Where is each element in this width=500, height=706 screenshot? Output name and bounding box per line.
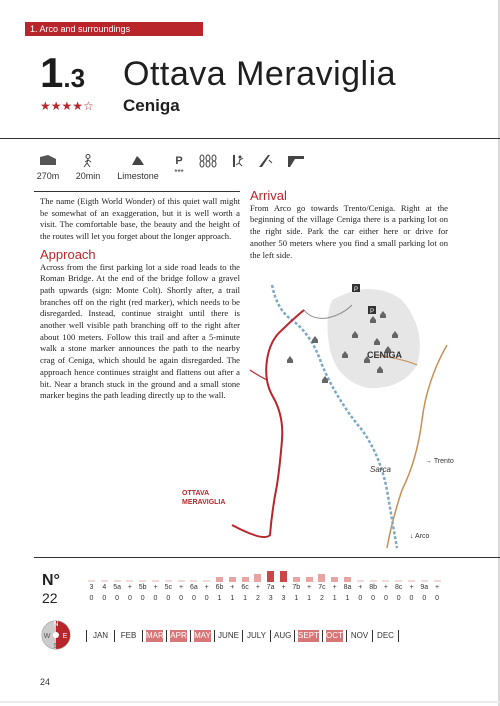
month-aug: AUG (274, 631, 292, 640)
grade-label: + (255, 584, 260, 591)
arrival-text: From Arco go towards Trento/Ceniga. Right at the beginning of the village Ceniga there is a parking lot on the right side. Park the car either here or drive for another 50 meters where you find a small parking lot on the left side. (250, 202, 448, 260)
grade-bar (229, 577, 236, 582)
quickdraw-icon (197, 154, 219, 168)
height-value: 270m (36, 171, 60, 181)
side-trail (250, 370, 267, 380)
grade-label: + (127, 584, 132, 591)
grade-bar (344, 577, 351, 582)
rock-icon (114, 154, 162, 168)
grade-bar (267, 571, 274, 582)
month-may: MAY (194, 631, 211, 640)
grade-label: 8c (394, 584, 403, 591)
grade-bar (293, 577, 300, 582)
approach-text: Across from the first parking lot a side road leads to the Roman Bridge. At the end of the bridge follow a gravel path upwards (sign: Monte Colt). Shortly after, a trail branches off on the right (red marker), which needs to be disregarded. Instead, continue straight until there is another well visible path branching off to the right after about 100 meters. Follow this trail and after a 5-minute walk a stone marker announces the path to the nearby crag of Ceniga, which should be again disregarded. The approach hence continues straight and flattens out after a bit. Near a branch stuck in the ground and a small stone marker begins the path leading directly up to the wall. (40, 261, 240, 401)
grade-count: 1 (307, 595, 312, 602)
grade-count: 0 (115, 595, 120, 602)
compass-e: E (62, 633, 68, 640)
grade-bar (254, 574, 261, 582)
grade-count: 0 (191, 595, 196, 602)
grade-count: 0 (409, 595, 414, 602)
month-feb: FEB (120, 631, 137, 640)
village-label: CENIGA (367, 350, 403, 360)
grade-bar (280, 571, 287, 582)
grade-bar (395, 580, 402, 582)
height-info (34, 154, 62, 181)
month-separator (114, 630, 115, 642)
hiker-icon (72, 154, 104, 168)
grade-count: 0 (153, 595, 158, 602)
grade-label: + (153, 584, 158, 591)
grade-bar (178, 580, 185, 582)
grade-label: 3 (89, 584, 94, 591)
page-subtitle: Ceniga (123, 96, 180, 115)
overhang-info (284, 154, 308, 168)
climber-icon (228, 154, 248, 168)
page-bottom-edge (0, 701, 500, 703)
grade-label: + (435, 584, 440, 591)
grade-bar (139, 580, 146, 582)
rope-info (228, 154, 248, 168)
grade-count: 1 (294, 595, 299, 602)
grade-label: 5a (113, 584, 121, 591)
chapter-tab[interactable]: 1. Arco and surroundings (25, 22, 203, 36)
grade-count: 0 (102, 595, 107, 602)
grade-bar (203, 580, 210, 582)
grade-bar (421, 580, 428, 582)
village-area (327, 289, 419, 388)
rock-info (114, 154, 162, 181)
month-separator (322, 630, 323, 642)
grade-label: 8a (343, 584, 352, 591)
month-separator (190, 630, 191, 642)
grade-bar (318, 574, 325, 582)
grade-bar (88, 580, 95, 582)
grade-label: 7b (292, 584, 301, 591)
approach-trail (232, 310, 304, 537)
grade-count: 1 (217, 595, 222, 602)
month-jan: JAN (92, 631, 109, 640)
grade-bar (152, 580, 159, 582)
grade-bar (357, 580, 364, 582)
grade-bar (306, 577, 313, 582)
info-row (34, 154, 344, 184)
month-mar: MAR (146, 631, 164, 640)
month-june: JUNE (218, 631, 239, 640)
grade-label: + (332, 584, 337, 591)
parking-label-1: P (353, 287, 359, 293)
slab-icon (256, 154, 276, 168)
info-divider (34, 191, 240, 192)
compass-n: N (53, 621, 59, 628)
grade-bar (126, 580, 133, 582)
month-apr: APR (170, 631, 187, 640)
grade-count: 0 (166, 595, 171, 602)
trento-label: → Trento (425, 458, 454, 465)
grade-label: 6b (215, 584, 224, 591)
grade-count: 0 (127, 595, 132, 602)
grade-bar (242, 577, 249, 582)
approach-heading: Approach (40, 246, 96, 262)
grade-label: + (358, 584, 363, 591)
parking-icon: P (175, 155, 183, 167)
route-count-label: N° (42, 572, 60, 589)
wall-height-icon (34, 154, 62, 168)
month-separator (214, 630, 215, 642)
grade-bar (165, 580, 172, 582)
left-column (40, 196, 240, 402)
route-number (40, 49, 86, 99)
grade-count: 0 (179, 595, 184, 602)
compass-s: S (53, 643, 59, 650)
grade-count: 0 (89, 595, 94, 602)
month-separator (166, 630, 167, 642)
grade-count: 2 (255, 595, 260, 602)
month-separator (142, 630, 143, 642)
grade-count: 0 (358, 595, 363, 602)
month-separator (346, 630, 347, 642)
parking-label-2: P (369, 309, 375, 315)
grade-label: 4 (102, 584, 107, 591)
grade-bar (190, 580, 197, 582)
grade-count: 1 (243, 595, 248, 602)
grade-bar (101, 580, 108, 582)
grade-bar (331, 577, 338, 582)
page-title: Ottava Meraviglia (123, 55, 397, 93)
grade-count: 0 (371, 595, 376, 602)
grade-count: 1 (345, 595, 350, 602)
parking-rating: *** (174, 168, 184, 177)
crag-label-2: MERAVIGLIA (182, 499, 226, 506)
grade-bar (382, 580, 389, 582)
route-count-value: 22 (42, 590, 58, 606)
grade-count: 0 (204, 595, 209, 602)
grade-bar (434, 580, 441, 582)
grade-count: 1 (332, 595, 337, 602)
month-dec: DEC (377, 631, 394, 640)
grade-count: 0 (396, 595, 401, 602)
crag-label-1: OTTAVA (182, 490, 210, 497)
month-separator (398, 630, 399, 642)
grade-label: + (204, 584, 209, 591)
grade-count: 0 (140, 595, 145, 602)
grade-label: 8b (369, 584, 377, 591)
parking-info (168, 154, 190, 177)
grade-label: + (383, 584, 388, 591)
grade-count: 0 (383, 595, 388, 602)
grade-bar (216, 577, 223, 582)
grade-label: + (230, 584, 235, 591)
grades-divider (34, 557, 500, 558)
grade-bar (408, 580, 415, 582)
overhang-icon (284, 154, 308, 168)
grade-count: 2 (319, 595, 324, 602)
arrival-heading: Arrival (250, 188, 287, 203)
grade-label: 7c (318, 584, 326, 591)
approach-time: 20min (75, 171, 101, 181)
intro-text: The name (Eigth World Wonder) of this quiet wall might be somewhat of an exaggeration, but it is well worth a visit. The comfortable base, the beauty and the height of the routes will let you forget about the longer approach. (40, 196, 240, 242)
grade-bar (370, 580, 377, 582)
route-number-main: 1 (40, 49, 64, 96)
grade-label: + (179, 584, 184, 591)
grade-count: 0 (435, 595, 440, 602)
month-oct: OCT (326, 631, 343, 640)
month-separator (86, 630, 87, 642)
grade-label: 6a (189, 584, 198, 591)
page-number: 24 (40, 677, 51, 687)
rock-type: Limestone (117, 171, 159, 181)
grade-count: 1 (230, 595, 235, 602)
route-number-sub: .3 (63, 63, 86, 93)
approach-map (182, 280, 454, 550)
month-separator (242, 630, 243, 642)
grade-count: 0 (422, 595, 427, 602)
grade-bar (114, 580, 121, 582)
grade-label: + (307, 584, 312, 591)
grade-label: + (281, 584, 286, 591)
grade-label: 5b (138, 584, 147, 591)
rating-stars: ★★★★☆ (40, 99, 94, 113)
grade-label: 9a (420, 584, 429, 591)
quickdraws-info (197, 154, 219, 168)
grade-label: 5c (164, 584, 172, 591)
month-july: JULY (247, 631, 266, 640)
grade-label: 7a (266, 584, 275, 591)
grade-label: + (409, 584, 414, 591)
approach-info (72, 154, 104, 181)
compass-icon (36, 615, 76, 655)
river-label: Sarca (370, 465, 391, 474)
month-separator (270, 630, 271, 642)
month-separator (294, 630, 295, 642)
grade-label: 6c (241, 584, 249, 591)
month-separator (372, 630, 373, 642)
grade-count: 3 (268, 595, 273, 602)
month-nov: NOV (350, 631, 369, 640)
compass-w: W (43, 633, 51, 640)
arco-label: ↓ Arco (410, 533, 430, 540)
grade-count: 3 (281, 595, 286, 602)
month-sept: SEPT (298, 631, 319, 640)
right-column (250, 190, 448, 261)
header-divider (0, 138, 500, 139)
steepness-info (256, 154, 276, 168)
